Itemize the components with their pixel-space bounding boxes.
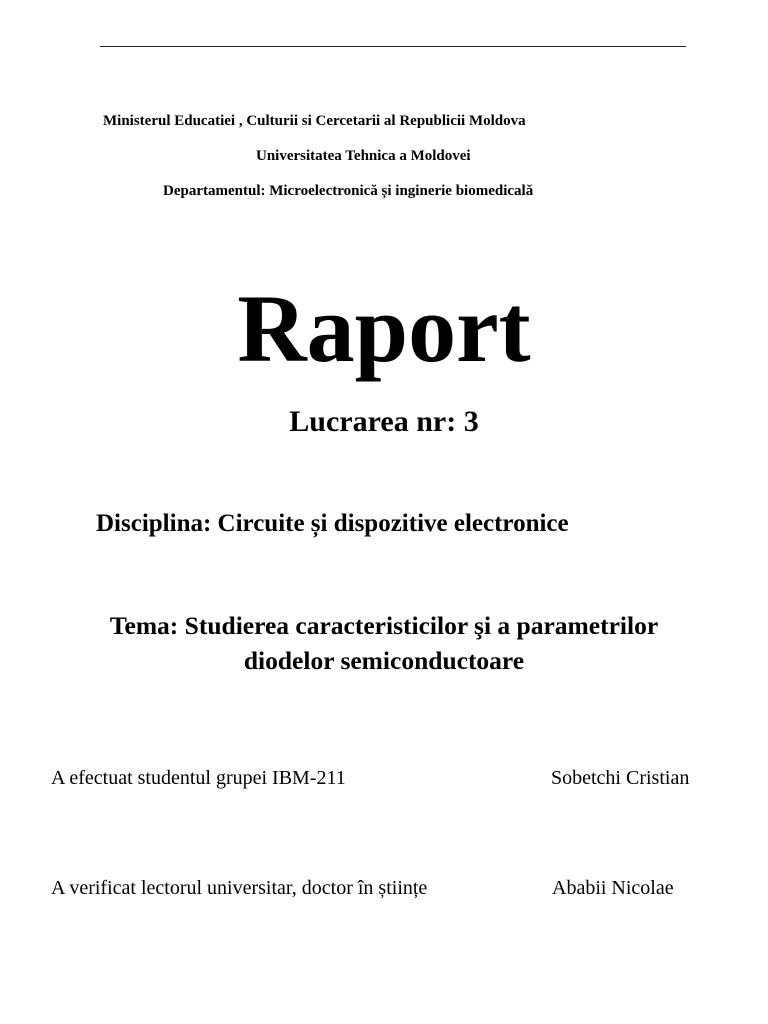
discipline: Disciplina: Circuite și dispozitive electronice: [96, 510, 569, 537]
theme-line-1: Tema: Studierea caracteristicilor şi a parametrilor: [109, 611, 659, 640]
top-divider: [100, 46, 686, 47]
lab-number: Lucrarea nr: 3: [289, 405, 479, 438]
student-name: Sobetchi Cristian: [551, 767, 690, 789]
verifier-role: A verificat lectorul universitar, doctor în științe: [51, 877, 428, 899]
university-name: Universitatea Tehnica a Moldovei: [256, 148, 471, 164]
theme: [0, 608, 768, 678]
report-title: Raport: [237, 275, 531, 382]
student-role: A efectuat studentul grupei IBM-211: [51, 767, 346, 789]
theme-line-2: diodelor semiconductoare: [243, 646, 525, 675]
verifier-name: Ababii Nicolae: [552, 877, 674, 899]
department-name: Departamentul: Microelectronică și inginerie biomedicală: [163, 183, 534, 199]
ministry-name: Ministerul Educatiei , Culturii si Cercetarii al Republicii Moldova: [103, 113, 526, 129]
